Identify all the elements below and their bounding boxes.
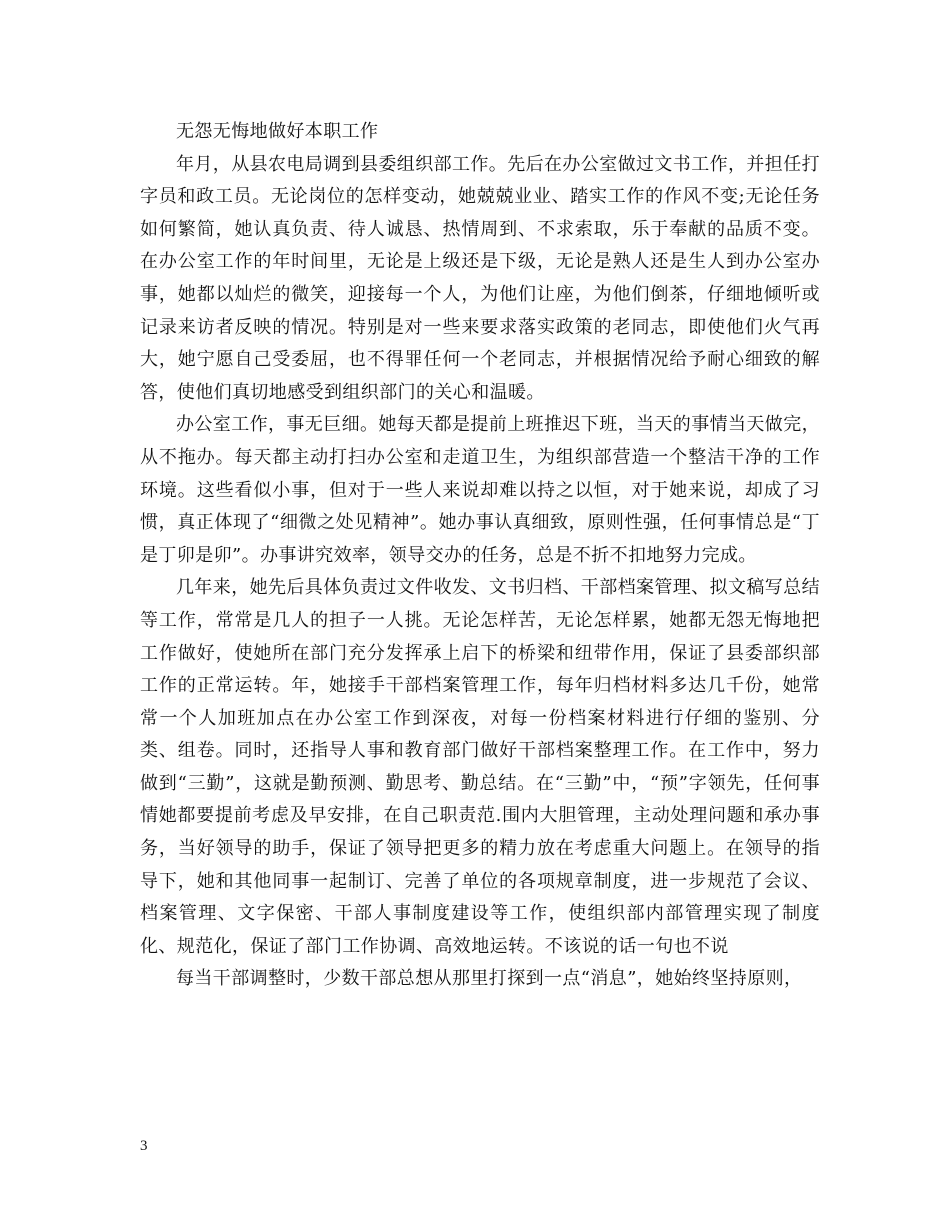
paragraph-1: 年月，从县农电局调到县委组织部工作。先后在办公室做过文书工作，并担任打字员和政工员。无论岗位的怎样变动，她兢兢业业、踏实工作的作风不变;无论任务如何繁简，她认真负责、待人诚恳、热情周到、不求索取，乐于奉献的品质不变。在办公室工作的年时间里，无论是上级还是下级，无论是熟人还是生人到办公室办事，她都以灿烂的微笑，迎接每一个人，为他们让座，为他们倒茶，仔细地倾听或记录来访者反映的情况。特别是对一些来要求落实政策的老同志，即使他们火气再大，她宁愿自己受委屈，也不得罪任何一个老同志，并根据情况给予耐心细致的解答，使他们真切地感受到组织部门的关心和温暖。 (140, 153, 820, 403)
paragraph-4: 每当干部调整时，少数干部总想从那里打探到一点“消息”，她始终坚持原则， (176, 968, 803, 990)
document-title: 无怨无悔地做好本职工作 (176, 121, 379, 142)
page-number: 3 (140, 1138, 148, 1154)
paragraph-3: 几年来，她先后具体负责过文件收发、文书归档、干部档案管理、拟文稿写总结等工作，常常是几人的担子一人挑。无论怎样苦，无论怎样累，她都无怨无悔地把工作做好，使她所在部门充分发挥承上启下的桥梁和纽带作用，保证了县委部织部工作的正常运转。年，她接手干部档案管理工作，每年归档材料多达几千份，她常常一个人加班加点在办公室工作到深夜，对每一份档案材料进行仔细的鉴别、分类、组卷。同时，还指导人事和教育部门做好干部档案整理工作。在工作中，努力做到“三勤”，这就是勤预测、勤思考、勤总结。在“三勤”中，“预”字领先，任何事情她都要提前考虑及早安排，在自己职责范.围内大胆管理，主动处理问题和承办事务，当好领导的助手，保证了领导把更多的精力放在考虑重大问题上。在领导的指导下，她和其他同事一起制订、完善了单位的各项规章制度，进一步规范了会议、档案管理、文字保密、干部人事制度建设等工作，使组织部内部管理实现了制度化、规范化，保证了部门工作协调、高效地运转。不该说的话一句也不说 (140, 577, 820, 957)
paragraph-2: 办公室工作，事无巨细。她每天都是提前上班推迟下班，当天的事情当天做完，从不拖办。每天都主动打扫办公室和走道卫生，为组织部营造一个整洁干净的工作环境。这些看似小事，但对于一些人来说却难以持之以恒，对于她来说，却成了习惯，真正体现了“细微之处见精神”。她办事认真细致，原则性强，任何事情总是“丁是丁卯是卯”。办事讲究效率，领导交办的任务，总是不折不扣地努力完成。 (140, 414, 820, 566)
document-body (140, 116, 820, 996)
